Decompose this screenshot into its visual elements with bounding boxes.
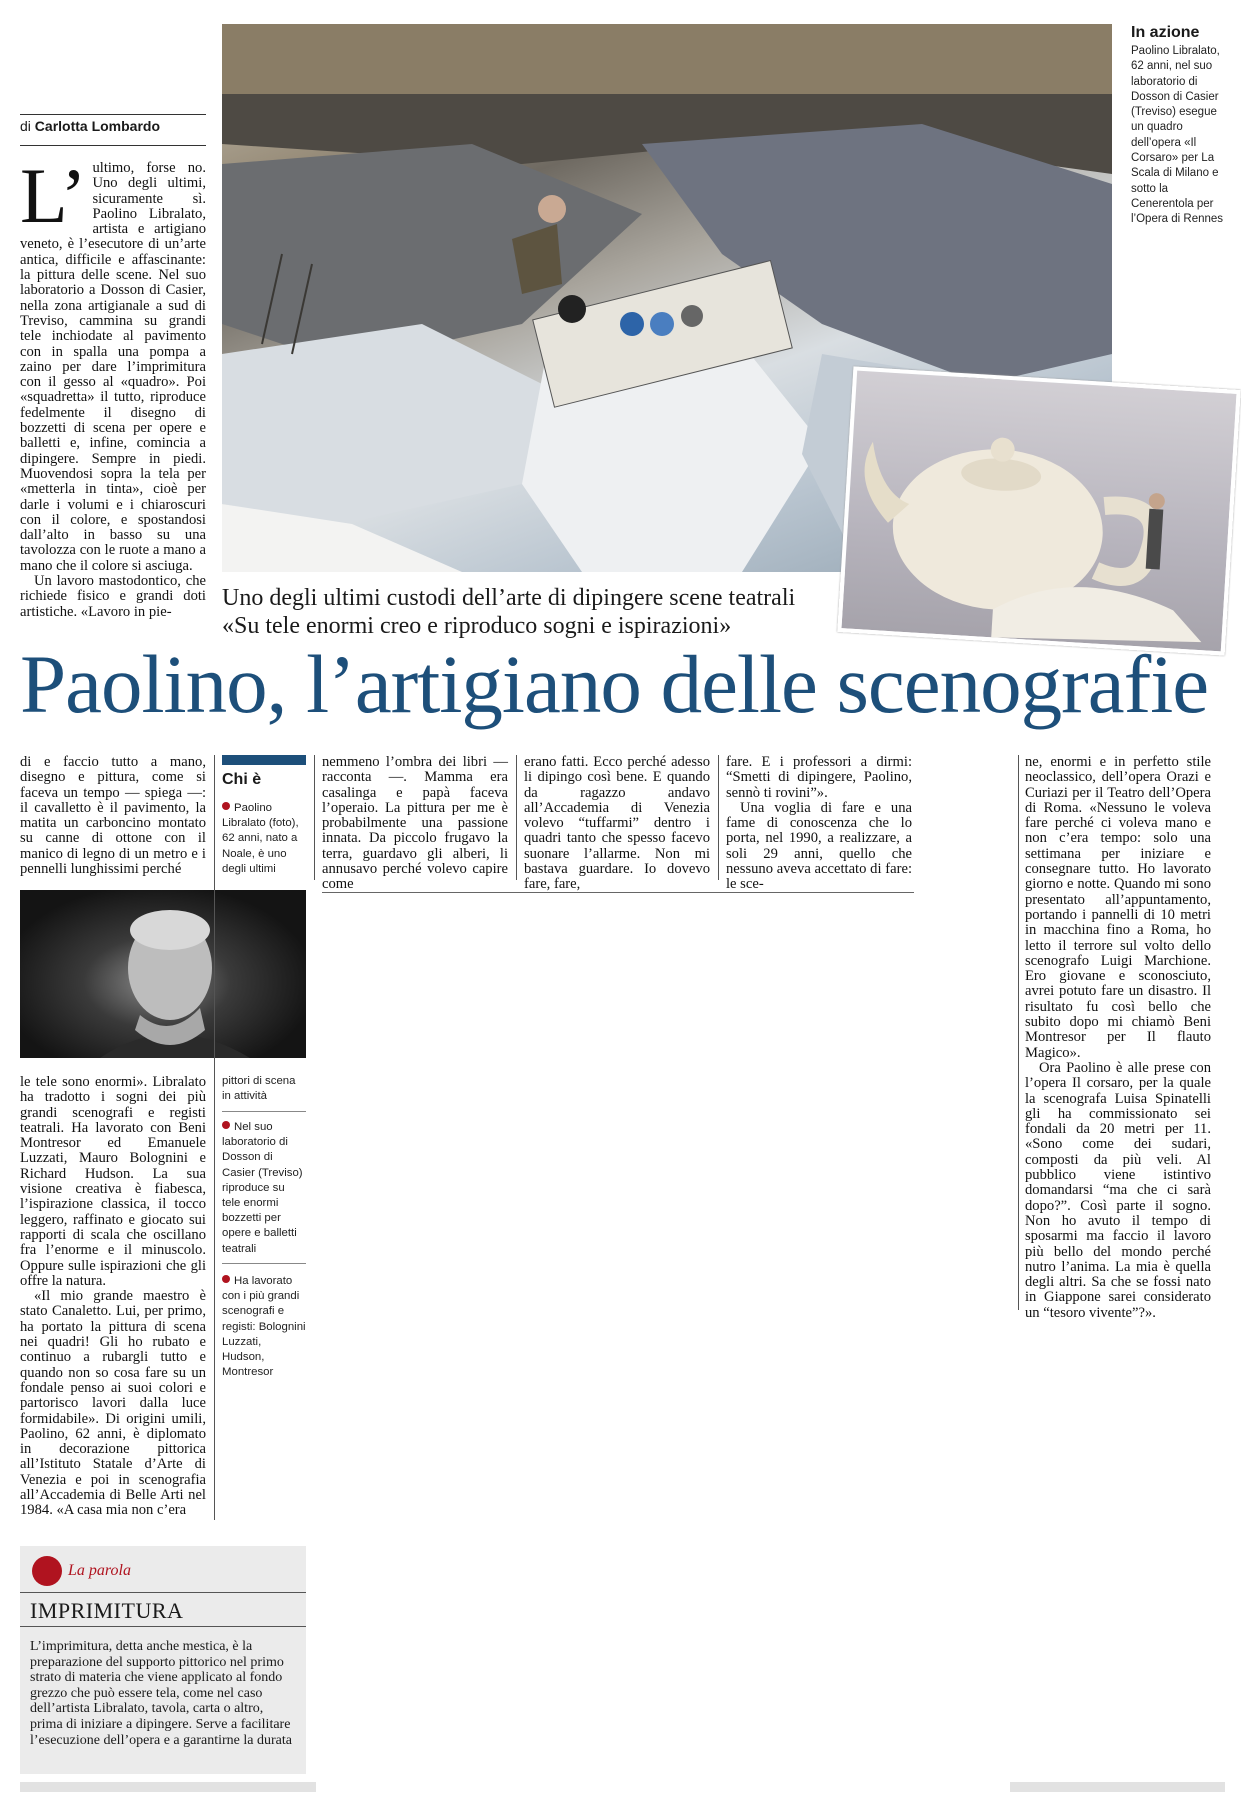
chi-e-divider bbox=[222, 1263, 306, 1264]
red-dot-icon bbox=[222, 802, 230, 810]
bottom-gray-strip bbox=[1010, 1782, 1225, 1792]
byline-prefix: di bbox=[20, 118, 31, 134]
teapot-scenery-photo bbox=[837, 366, 1241, 655]
article-column-1 bbox=[20, 152, 206, 638]
chi-e-text: Nel suo laboratorio di Dosson di Casier (Treviso) riproduce su tele enormi bozzetti per opere e balletti teatrali bbox=[222, 1121, 303, 1255]
la-parola-red-circle-icon bbox=[32, 1556, 62, 1586]
chi-e-text: Ha lavorato con i più grandi scenografi e registi: Bolognini Luzzati, Hudson, Montresor bbox=[222, 1275, 306, 1379]
article-column-4 bbox=[524, 754, 710, 893]
article-paragraph: ultimo, forse no. Uno degli ultimi, sicuramente sì. Paolino Libralato, artista e artigiano veneto, è l’esecutore di un’arte antica, difficile e affascinante: la pittura delle scene. Nel suo laboratorio a Dosson di Casier, nella zona artigianale a sud di Treviso, cammina su grandi tele inchiodate al pavimento con in spalla una pompa a zaino per dare l’imprimitura con il gesso al «quadro». Poi «squadretta» il tutto, riproduce fedelmente il disegno di bozzetti di scena per opere e balletti e, infine, comincia a dipingere. Sempre in piedi. Muovendosi sopra la tela per «metterla in tinta», cioè per darle i volumi e i chiaroscuri con il colore, e spostandosi dall’alto in basso su una tavolozza con le ruote a mano a mano che il colore si asciuga. bbox=[20, 160, 206, 574]
bottom-gray-strip bbox=[20, 1782, 316, 1792]
subheadline-line-1: Uno degli ultimi custodi dell’arte di dipingere scene teatrali bbox=[222, 585, 796, 611]
la-parola-rule bbox=[20, 1592, 306, 1593]
article-paragraph: erano fatti. Ecco perché adesso li dipingo così bene. E quando da ragazzo andavo all’Accademia di Venezia volevo “tuffarmi” dentro i quadri tanto che spesso facevo suonare l’allarme. Non mi bastava guardare. Io dovevo fare, fare, bbox=[524, 754, 710, 893]
article-paragraph: nemmeno l’ombra dei libri — racconta —. Mamma era casalinga e papà faceva l’operaio. La pittura per me è probabilmente una passione innata. Da piccolo frugavo la terra, guardavo gli alberi, li annusavo perché volevo capire come bbox=[322, 754, 508, 893]
chi-e-top-bar bbox=[222, 755, 306, 765]
column-divider bbox=[314, 755, 315, 880]
jump-divider bbox=[322, 892, 914, 893]
chi-e-item-3 bbox=[222, 1274, 306, 1380]
column-divider bbox=[718, 755, 719, 880]
column-divider bbox=[214, 755, 215, 1520]
article-paragraph: Una voglia di fare e una fame di conoscenza che lo porta, nel 1990, a realizzare, a soli 29 anni, quello che nessuno aveva accettato di fare: le sce- bbox=[726, 799, 912, 893]
byline-rule-bottom bbox=[20, 145, 206, 146]
la-parola-term: IMPRIMITURA bbox=[30, 1598, 184, 1623]
red-dot-icon bbox=[222, 1275, 230, 1283]
article-column-1b bbox=[20, 755, 206, 877]
subheadline-line-2: «Su tele enormi creo e riproduco sogni e ispirazioni» bbox=[222, 613, 732, 639]
la-parola-rule bbox=[20, 1626, 306, 1627]
chi-e-divider bbox=[222, 1111, 306, 1112]
la-parola-box bbox=[20, 1546, 306, 1774]
portrait-illustration bbox=[20, 890, 306, 1058]
portrait-photo bbox=[20, 890, 306, 1058]
column-divider bbox=[516, 755, 517, 880]
la-parola-definition: L’imprimitura, detta anche mestica, è la preparazione del supporto pittorico nel primo strato di materia che viene applicato al fondo grezzo che può essere tela, come nel caso dell’artista Libralato, tavola, carta o altro, prima di iniziare a dipingere. Serve a facilitare l’esecuzione dell’opera e a garantirne la durata bbox=[30, 1639, 292, 1748]
article-paragraph: le tele sono enormi». Libralato ha tradotto i sogni dei più grandi scenografi e registi teatrali. Ha lavorato con Beni Montresor ed Emanuele Luzzati, Mauro Bolognini e Richard Hudson. La sua visione creativa è fiabesca, l’ispirazione classica, il tocco leggero, raffinato e giocato sui rapporti di scala che oscillano fra l’enorme e il minuscolo. Oppure sulle ispirazioni che gli offre la natura. bbox=[20, 1074, 206, 1289]
chi-e-item-2 bbox=[222, 1120, 306, 1257]
byline-rule-top bbox=[20, 114, 206, 115]
caption-title: In azione bbox=[1131, 24, 1200, 41]
article-column-3 bbox=[322, 754, 508, 893]
headline: Paolino, l’artigiano delle scenografie bbox=[20, 638, 1209, 730]
article-paragraph: fare. E i professori a dirmi: “Smetti di dipingere, Paolino, sennò ti rovini”». bbox=[726, 754, 912, 801]
article-column-1c bbox=[20, 1075, 206, 1520]
article-column-6 bbox=[1025, 754, 1211, 1321]
article-paragraph: Ora Paolino è alle prese con l’opera Il corsaro, per la quale la scenografa Luisa Spinatelli gli ha commissionato sei fondali da 20 metri per 11. «Sono come dei sudari, composti da più veli. Al pubblico viene istintivo domandarsi “ma che ci sarà dopo?”. Così parte il sogno. Non ho avuto il tempo di sposarmi ma faccio il lavoro più bello del mondo perché nutro l’anima. La mia è quella degli altri. Sa che se fossi nato in Giappone sarei considerato un “tesoro vivente”?». bbox=[1025, 1059, 1211, 1321]
article-paragraph: di e faccio tutto a mano, disegno e pittura, come si faceva un tempo — spiega —: il cavalletto è il pavimento, la matita un carboncino montato su canne di ottone con il manico di legno di un metro e i pennelli lunghissimi perché bbox=[20, 754, 206, 878]
column-divider bbox=[1018, 755, 1019, 1310]
byline-author: Carlotta Lombardo bbox=[34, 118, 161, 134]
article-column-5 bbox=[726, 754, 912, 893]
la-parola-label: La parola bbox=[68, 1562, 131, 1579]
article-paragraph: «Il mio grande maestro è stato Canaletto. Lui, per primo, ha portato la pittura di scena nei quadri! Gli ho rubato e continuo a rubargli tutto e quando non so cosa fare su un fondale penso ai suoi colori e partorisco lavori dalla luce formidabile». Di origini umili, Paolino, 62 anni, è diplomato in decorazione pittorica all’Istituto Statale d’Arte di Venezia e poi in scenografia all’Accademia di Belle Arti nel 1984. «A casa mia non c’era bbox=[20, 1288, 206, 1519]
chi-e-title: Chi è bbox=[222, 771, 262, 788]
subheadline bbox=[222, 584, 872, 640]
teapot-illustration bbox=[841, 371, 1236, 652]
article-paragraph: ne, enormi e in perfetto stile neoclassico, dell’opera Orazi e Curiazi per il Teatro dell’Opera di Roma. «Nessuno le voleva fare perché ci voleva mano e non c’era tempo: solo una settimana per iniziare e consegnare tutto. Ho lavorato giorno e notte. Quando mi sono presentato all’appuntamento, portando i pannelli di 10 metri in macchina fino a Roma, ho letto il terrore sul volto dello scenografo Luigi Marchione. Ero giovane e sconosciuto, avrei potuto fare un disastro. Il risultato fu così bello che subito dopo mi chiamò Beni Montresor per Il flauto Magico». bbox=[1025, 754, 1211, 1061]
byline bbox=[20, 118, 160, 134]
drop-cap: L’ bbox=[20, 152, 87, 239]
caption-text: Paolino Libralato, 62 anni, nel suo laboratorio di Dosson di Casier (Treviso) esegue un quadro dell’opera «Il Corsaro» per La Scala di Milano e sotto la Cenerentola per l’Opera di Rennes bbox=[1131, 45, 1224, 226]
article-paragraph: Un lavoro mastodontico, che richiede fisico e grandi doti artistiche. «Lavoro in pie- bbox=[20, 573, 206, 620]
photo-caption bbox=[1131, 24, 1231, 228]
chi-e-item-1b: pittori di scena in attività bbox=[222, 1075, 296, 1103]
chi-e-item-1a bbox=[222, 801, 306, 877]
red-dot-icon bbox=[222, 1121, 230, 1129]
chi-e-text: Paolino Libralato (foto), 62 anni, nato a Noale, è uno degli ultimi bbox=[222, 802, 299, 875]
